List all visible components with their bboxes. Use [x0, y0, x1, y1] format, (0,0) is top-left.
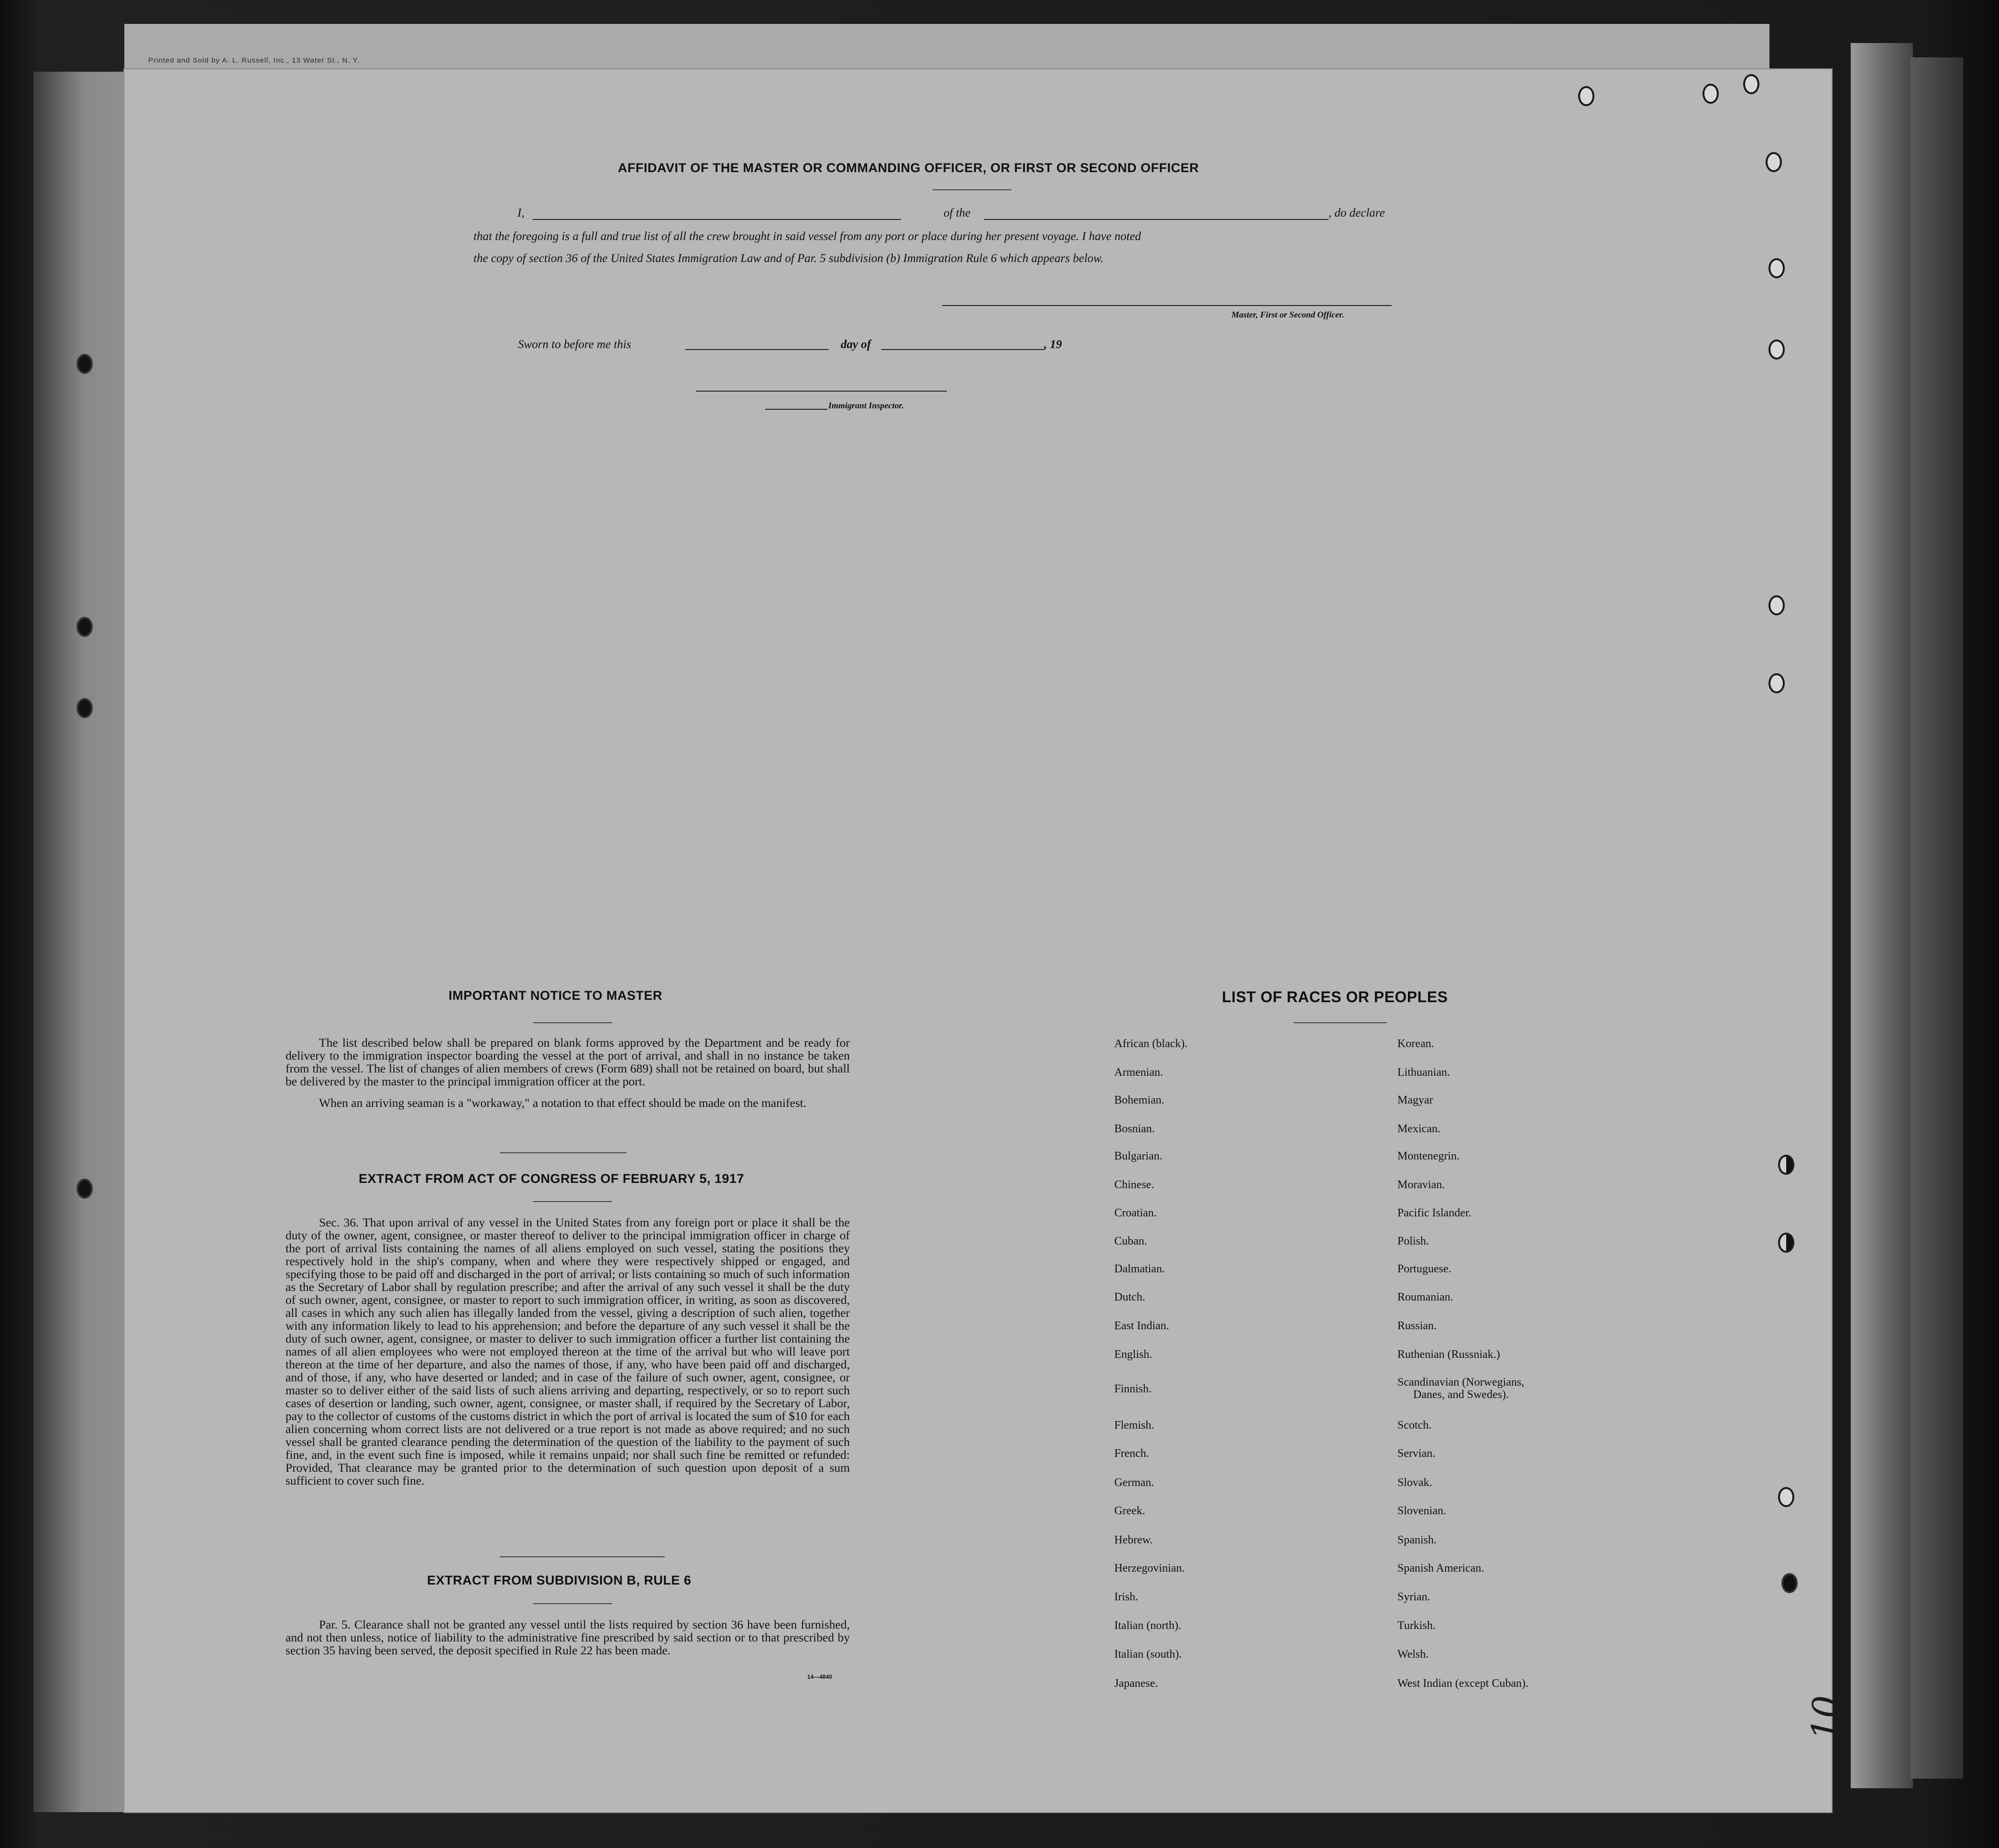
race-item: Chinese. — [1114, 1179, 1154, 1191]
printer-imprint: Printed and Sold by A. L. Russell, Inc., 13 Water St., N. Y. — [148, 56, 360, 65]
race-item: Flemish. — [1114, 1419, 1154, 1432]
race-item: Lithuanian. — [1397, 1066, 1450, 1079]
race-item: Finnish. — [1114, 1383, 1152, 1395]
race-item: Bosnian. — [1114, 1123, 1155, 1135]
race-item: Dalmatian. — [1114, 1263, 1165, 1275]
act-title: EXTRACT FROM ACT OF CONGRESS OF FEBRUARY 5, 1917 — [359, 1171, 745, 1186]
race-item: Portuguese. — [1397, 1263, 1451, 1275]
inspector-short-line — [765, 409, 827, 410]
underlying-sheet-right — [1851, 43, 1913, 1788]
binder-hole — [1766, 152, 1782, 172]
affidavit-do-declare: , do declare — [1329, 207, 1385, 219]
binder-hole — [1702, 84, 1719, 104]
act-rule — [533, 1201, 612, 1202]
race-item: Magyar — [1397, 1094, 1433, 1106]
affidavit-of-the-label: of the — [944, 207, 971, 219]
race-item: Russian. — [1397, 1320, 1437, 1332]
binder-hole — [77, 617, 93, 637]
race-item: Moravian. — [1397, 1179, 1445, 1191]
races-title: LIST OF RACES OR PEOPLES — [1222, 988, 1448, 1006]
race-item: Italian (north). — [1114, 1619, 1181, 1632]
binder-hole — [1781, 1573, 1798, 1593]
binder-hole — [1768, 339, 1785, 360]
binder-hole — [1778, 1233, 1794, 1253]
act-section-36: Sec. 36. That upon arrival of any vessel in the United States from any foreign port or place it shall be the duty of the owner, agent, consignee, or master thereof to deliver to the principal immigration officer in charge of the port of arrival lists containing the names of all aliens employed on such vessel, stating the positions they respectively hold in the ship's company, when and where they were respectively shipped or engaged, and specifying those to be paid off and discharged in the port of arrival; or lists containing so much of such information as the Secretary of Labor shall by regulation prescribe; and after the arrival of any such vessel it shall be the duty of such owner, agent, consignee, or master to report to such immigration officer, in writing, as soon as discovered, all cases in which any such alien has illegally landed from the vessel, giving a description of such alien, together with any information likely to lead to his apprehension; and before the departure of any such vessel it shall be the duty of such owner, agent, consignee, or master to deliver to such immigration officer a further list containing the names of all alien employees who were not employed thereon at the time of the arrival but who will leave port thereon at the time of her departure, and also the names of those, if any, who have been paid off and discharged, and of those, if any, who have deserted or landed; and in case of the failure of such owner, agent, consignee, or master so to deliver either of the said lists of such aliens arriving and departing, respectively, or so to report such cases of desertion or landing, such owner, agent, consignee, or master shall, if required by the Secretary of Labor, pay to the collector of customs of the customs district in which the port of arrival is located the sum of $10 for each alien concerning whom correct lists are not delivered or a true report is not made as above required; and no such vessel shall be granted clearance pending the determination of the question of the liability to the payment of such fine, and, in the event such fine is imposed, while it remains unpaid; nor shall such fine be remitted or refunded: Provided, That clearance may be granted prior to the determination of such question upon deposit of a sum sufficient to cover such fine. — [286, 1215, 850, 1487]
race-item: Dutch. — [1114, 1291, 1145, 1303]
race-item: Spanish American. — [1397, 1562, 1484, 1575]
notice-para-2: When an arriving seaman is a "workaway," a notation to that effect should be made on the manifest. — [319, 1096, 807, 1110]
race-item: Bulgarian. — [1114, 1150, 1163, 1162]
race-item: Irish. — [1114, 1591, 1138, 1603]
underlying-sheet-far-right — [1911, 57, 1963, 1779]
handwritten-page-number: 10 — [1804, 1695, 1847, 1741]
race-item: Ruthenian (Russniak.) — [1397, 1348, 1500, 1361]
race-item: Roumanian. — [1397, 1291, 1453, 1303]
year-label: , 19 — [1044, 338, 1062, 351]
race-item: Servian. — [1397, 1447, 1436, 1460]
sworn-month-blank[interactable] — [881, 349, 1044, 350]
notice-title: IMPORTANT NOTICE TO MASTER — [449, 988, 662, 1003]
race-item: French. — [1114, 1447, 1149, 1460]
binder-hole — [77, 354, 93, 374]
act-text — [286, 1216, 850, 1487]
race-item: Syrian. — [1397, 1591, 1430, 1603]
race-item: African (black). — [1114, 1038, 1188, 1050]
binder-hole — [1768, 595, 1785, 615]
rule-par-5: Par. 5. Clearance shall not be granted any vessel until the lists required by section 36 have been furnished, and not then unless, notice of liability to the administrative fine prescribed by said section or to that prescribed by section 35 having been served, the deposit specified in Rule 22 has been made. — [286, 1618, 850, 1657]
race-item: Pacific Islander. — [1397, 1207, 1472, 1219]
affidavit-line-2: that the foregoing is a full and true list of all the crew brought in said vessel from any port or place during her present voyage. I have noted — [473, 230, 1141, 243]
binder-hole — [1768, 258, 1785, 278]
affidavit-title: AFFIDAVIT OF THE MASTER OR COMMANDING OFFICER, OR FIRST OR SECOND OFFICER — [618, 161, 1199, 175]
race-item: Bohemian. — [1114, 1094, 1164, 1106]
race-item: Scotch. — [1397, 1419, 1432, 1432]
inspector-signature-line[interactable] — [696, 391, 947, 392]
race-item: Hebrew. — [1114, 1534, 1153, 1546]
race-item: Slovak. — [1397, 1476, 1432, 1489]
binder-hole — [1768, 673, 1785, 693]
race-item: Cuban. — [1114, 1235, 1147, 1247]
notice-para-1: The list described below shall be prepared on blank forms approved by the Department and be ready for delivery to the immigration inspector boarding the vessel at the port of arrival, and shall in no instance be taken from the vessel. The list of changes of alien members of crews (Form 689) shall not be retained on board, but shall be delivered by the master to the principal immigration officer at the port. — [286, 1036, 850, 1088]
race-item: Armenian. — [1114, 1066, 1163, 1079]
race-item: German. — [1114, 1476, 1154, 1489]
act-rule-top — [500, 1152, 626, 1153]
race-item: Montenegrin. — [1397, 1150, 1460, 1162]
master-signature-line[interactable] — [942, 305, 1392, 306]
race-item: English. — [1114, 1348, 1153, 1361]
name-blank-line[interactable] — [533, 219, 901, 220]
race-item: Greek. — [1114, 1505, 1145, 1517]
race-item: Japanese. — [1114, 1677, 1158, 1690]
rule-title: EXTRACT FROM SUBDIVISION B, RULE 6 — [427, 1573, 692, 1587]
race-item: Mexican. — [1397, 1123, 1440, 1135]
binder-hole — [77, 698, 93, 718]
document-page — [124, 69, 1832, 1812]
inspector-label: Immigrant Inspector. — [828, 401, 904, 410]
race-item: Scandinavian (Norwegians, — [1397, 1376, 1525, 1389]
race-item: Spanish. — [1397, 1534, 1437, 1546]
race-item: Herzegovinian. — [1114, 1562, 1185, 1575]
binder-hole — [1778, 1487, 1794, 1507]
race-item: West Indian (except Cuban). — [1397, 1677, 1528, 1690]
sworn-day-blank[interactable] — [685, 349, 829, 350]
sworn-label: Sworn to before me this — [518, 338, 631, 351]
race-item: Polish. — [1397, 1235, 1429, 1247]
master-signature-label: Master, First or Second Officer. — [1231, 310, 1344, 319]
top-sheet-strip — [124, 24, 1769, 77]
binder-hole — [1743, 74, 1759, 94]
binder-hole — [1778, 1155, 1794, 1175]
affidavit-line-3: the copy of section 36 of the United States Immigration Law and of Par. 5 subdivision (b) Immigration Rule 6 which appears below. — [473, 252, 1104, 265]
race-item: Turkish. — [1397, 1619, 1436, 1632]
day-of-label: day of — [841, 338, 871, 351]
notice-text — [286, 1036, 850, 1109]
race-item: Italian (south). — [1114, 1648, 1182, 1661]
vessel-blank-line[interactable] — [984, 219, 1329, 220]
race-item: Welsh. — [1397, 1648, 1429, 1661]
rule-text — [286, 1618, 850, 1657]
race-item-continuation: Danes, and Swedes). — [1413, 1389, 1509, 1401]
race-item: Croatian. — [1114, 1207, 1157, 1219]
rule-rule-top — [500, 1556, 665, 1557]
notice-rule — [533, 1022, 612, 1023]
binder-hole — [77, 1179, 93, 1199]
races-rule — [1294, 1022, 1387, 1023]
title-rule — [933, 189, 1011, 190]
affidavit-i-label: I, — [517, 207, 525, 219]
race-item: East Indian. — [1114, 1320, 1169, 1332]
form-number: 14—4840 — [807, 1673, 833, 1680]
rule-rule — [533, 1603, 612, 1604]
race-item: Korean. — [1397, 1038, 1434, 1050]
binder-hole — [1578, 86, 1594, 106]
race-item: Slovenian. — [1397, 1505, 1446, 1517]
